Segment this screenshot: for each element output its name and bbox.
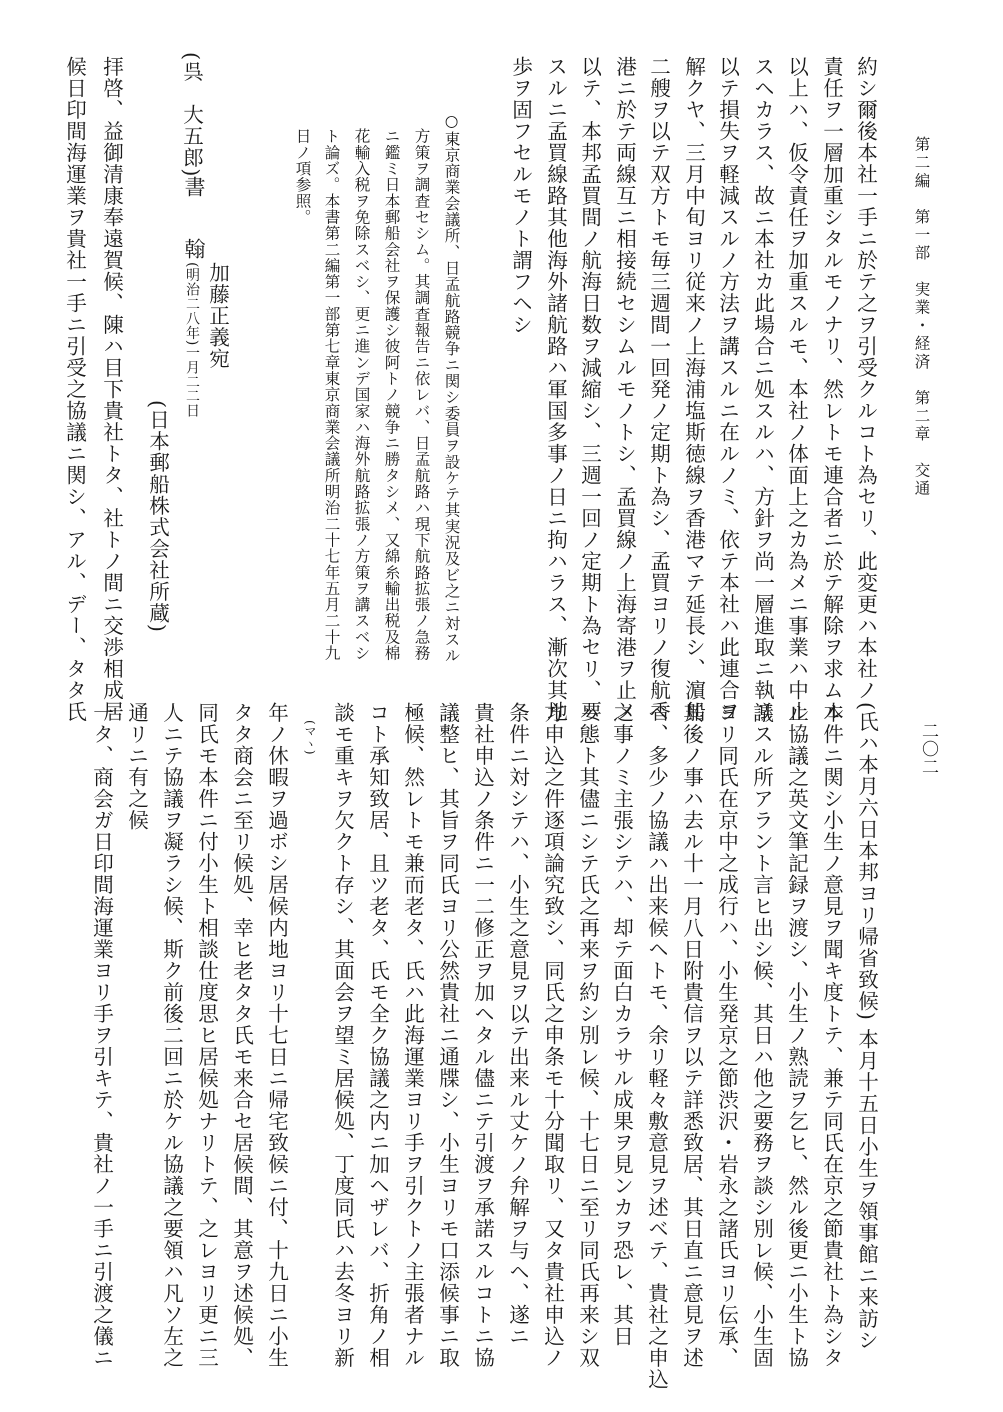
note-line: ト論ズ。本書第二編第一部第七章東京商業会議所明治二十七年五月二十九 <box>322 128 341 661</box>
text-line: コト承知致居、且ツ老タ、氏モ全ク協議之内ニ加ヘザレバ、折角ノ相 <box>365 702 390 1369</box>
text-line: 港ニ於テ両線互ニ相接続セシムルモノトシ、孟買線ノ上海寄港ヲ止メ <box>612 56 637 723</box>
text-line: 年ノ休暇ヲ過ボシ居候内地ヨリ十七日ニ帰宅致候ニ付、十九日ニ小生 <box>264 702 289 1369</box>
text-line: 約シ爾後本社一手ニ於テ之ヲ引受クルコト為セリ、此変更ハ本社ノ <box>853 56 878 701</box>
text-line: 方申込之件逐項論究致シ、同氏之申条モ十分聞取リ、又タ貴社申込ノ <box>540 702 565 1369</box>
text-line: ヨリ同氏在京中之成行ハ、小生発京之節渋沢・岩永之諸氏ヨリ伝承、 <box>714 702 739 1369</box>
text-line: 拝啓、益御清康奉遠賀候、陳ハ目下貴社トタ、社トノ間ニ交渉相成居 <box>99 56 124 723</box>
note-line: 方策ヲ調査セシム。其調査報告ニ依レバ、日孟航路ハ現下航路拡張ノ急務 <box>412 128 431 661</box>
text-line: 談モ重キヲ欠クト存シ、其面会ヲ望ミ居候処、丁度同氏ハ去冬ヨリ新 <box>330 702 355 1369</box>
text-line: 其後ノ事ハ去ル十一月八日附貴信ヲ以テ詳悉致居、其日直ニ意見ヲ述 <box>679 702 704 1369</box>
text-line: 以テ損失ヲ軽減スルノ方法ヲ講スルニ在ルノミ、依テ本社ハ此連合ヲ <box>715 56 740 723</box>
text-line: 通リニ有之候 <box>124 702 149 831</box>
text-line: 一タ、商会ガ日印間海運業ヨリ手ヲ引キテ、貴社ノ一手ニ引渡之儀ニ <box>89 702 114 1369</box>
note-line: 花輸入税ヲ免除スベシ、更ニ進ンデ国家ハ海外航路拡張ノ方策ヲ講スベシ <box>352 128 371 661</box>
page-number: 二〇二 <box>918 722 938 776</box>
text-line: 極候、然レトモ兼而老タ、氏ハ此海運業ヨリ手ヲ引クトノ主張者ナル <box>400 702 425 1369</box>
text-line: 条件ニ対シテハ、小生之意見ヲ以テ出来ル丈ケノ弁解ヲ与ヘ、遂ニ <box>505 702 530 1347</box>
text-line: 議スル所アラント言ヒ出シ候、其日ハ他之要務ヲ談シ別レ候、小生固 <box>749 702 774 1369</box>
note-line: 日ノ項参照。 <box>293 128 312 225</box>
text-line: 之事ノミ主張シテハ、却テ面白カラサル成果ヲ見ンカヲ恐レ、其日 <box>609 702 634 1347</box>
document-date: (明治二八年)一月二二日 <box>184 262 200 418</box>
text-line: 本件ニ関シ小生ノ意見ヲ聞キ度トテ、兼テ同氏在京之節貴社ト為シタ <box>819 702 844 1369</box>
text-line: タタ商会ニ至リ候処、幸ヒ老タタ氏モ来合セ居候間、其意ヲ述候処、 <box>229 702 254 1369</box>
text-line: (氏ハ本月六日本邦ヨリ帰省致候) 本月十五日小生ヲ領事館ニ来訪シ <box>854 702 879 1351</box>
text-line: スヘカラス、故ニ本社カ此場合ニ処スルハ、方針ヲ尚一層進取ニ執リ <box>750 56 775 723</box>
text-line: 二艘ヲ以テ双方トモ毎三週間一回発ノ定期ト為シ、孟買ヨリノ復航香 <box>646 56 671 723</box>
text-line: 歩ヲ固フセルモノト謂フヘシ <box>508 56 533 336</box>
running-head: 第二編 第一部 実業・経済 第二章 交通 <box>912 136 931 498</box>
text-line: 以上ハ、仮令責任ヲ加重スルモ、本社ノ体面上之カ為メニ事業ハ中止 <box>784 56 809 723</box>
document-sender: (呉 大五郎) <box>179 52 204 178</box>
ruby-annotation: (マヽ) <box>303 720 317 755</box>
document-title: 書 翰 <box>182 176 206 269</box>
text-line: 同氏モ本件ニ付小生ト相談仕度思ヒ居候処ナリトテ、之レヨリ更ニ三 <box>194 702 219 1369</box>
text-line: 解クヤ、三月中旬ヨリ従来ノ上海浦塩斯徳線ヲ香港マテ延長シ、濵船 <box>681 56 706 723</box>
text-line: ル協議之英文筆記録ヲ渡シ、小生ノ熟読ヲ乞ヒ、然ル後更ニ小生ト協 <box>784 702 809 1369</box>
text-line: 以テ、本邦孟買間ノ航海日数ヲ減縮シ、三週一回ノ定期ト為セリ、要 <box>577 56 602 723</box>
text-line: 人ニテ協議ヲ凝ラシ候、斯ク前後二回ニ於ケル協議之要領ハ凡ソ左之 <box>159 702 184 1369</box>
text-line: 責任ヲ一層加重シタルモノナリ、然レトモ連合者ニ於テ解除ヲ求ムル <box>819 56 844 723</box>
text-line: 候日印間海運業ヲ貴社一手ニ引受之協議ニ関シ、アル、デー、タタ氏 <box>62 56 87 723</box>
document-source: (日本郵船株式会社所蔵) <box>145 400 170 633</box>
note-line: ニ鑑ミ日本郵船会社ヲ保護シ彼阿トノ競争ニ勝タシメ、又綿糸輸出税及棉 <box>382 128 401 661</box>
text-line: 議整ヒ、其旨ヲ同氏ヨリ公然貴社ニ通牒シ、小生ヨリモ口添候事ニ取 <box>435 702 460 1369</box>
document-addressee: 加藤正義宛 <box>205 262 230 370</box>
text-line: ハ態ト其儘ニシテ氏之再来ヲ約シ別レ候、十七日ニ至リ同氏再来シ双 <box>575 702 600 1369</box>
text-line: ベ、多少ノ協議ハ出来候ヘトモ、余リ軽々敷意見ヲ述ベテ、貴社之申込 <box>644 702 669 1390</box>
text-line: スルニ孟買線路其他海外諸航路ハ軍国多事ノ日ニ拘ハラス、漸次其地 <box>543 56 568 723</box>
note-line: ○東京商業会議所、日孟航路競争ニ関シ委員ヲ設ケテ其実況及ビ之ニ対スル <box>442 112 461 664</box>
text-line: 貴社申込ノ条件ニ一二修正ヲ加ヘタル儘ニテ引渡ヲ承諾スルコトニ協 <box>470 702 495 1369</box>
